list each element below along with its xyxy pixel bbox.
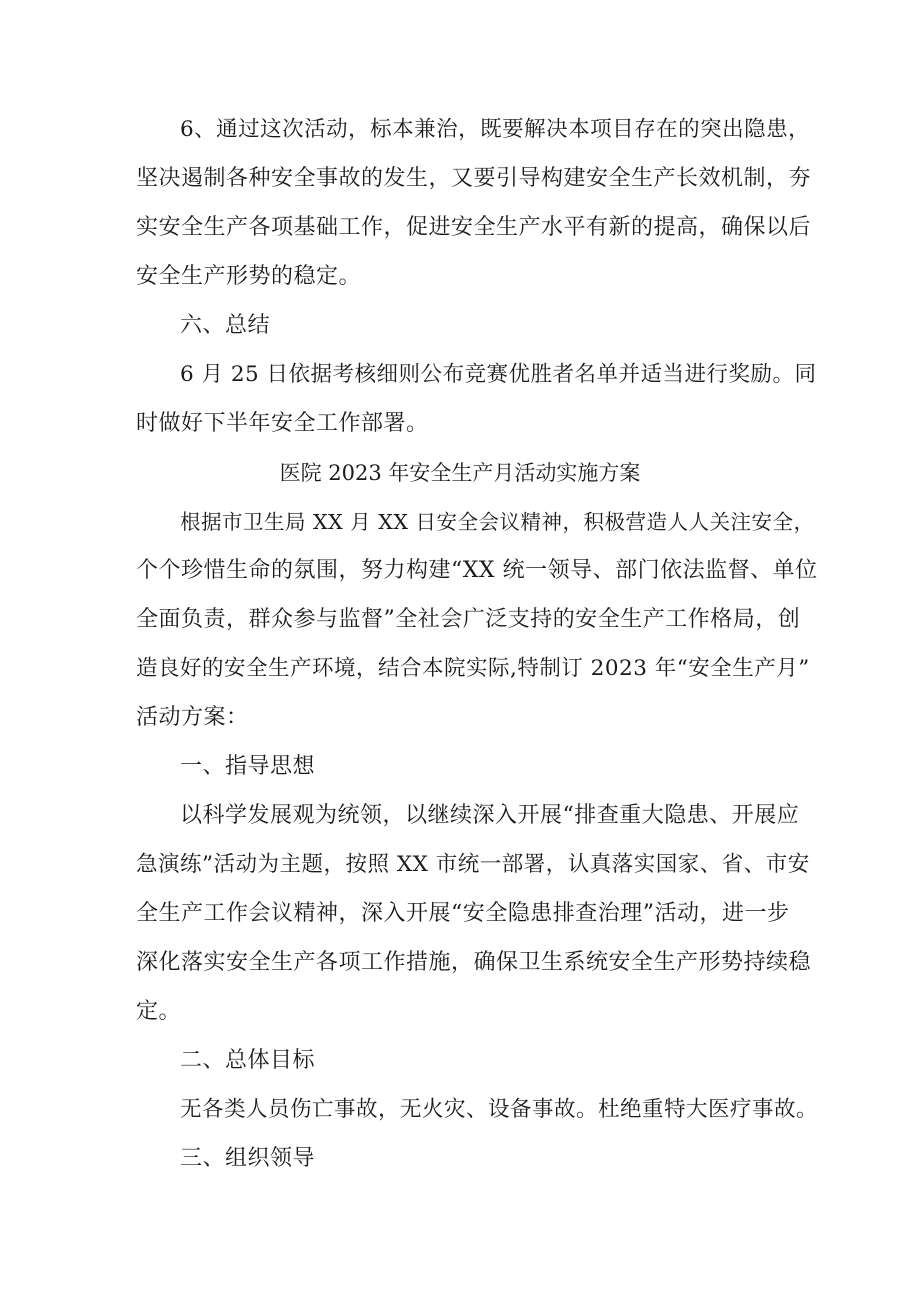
paragraph-line: 定。	[136, 999, 182, 1024]
paragraph-line: 6 月 25 日依据考核细则公布竞赛优胜者名单并适当进行奖励。同	[180, 362, 817, 387]
paragraph-line: 深化落实安全生产各项工作措施，确保卫生系统安全生产形势持续稳	[136, 950, 812, 975]
document-title: 医院 2023 年安全生产月活动实施方案	[279, 461, 641, 485]
paragraph-line: 时做好下半年安全工作部署。	[136, 411, 429, 436]
paragraph-line: 造良好的安全生产环境，结合本院实际,特制订 2023 年“安全生产月”	[136, 656, 810, 681]
paragraph-line: 安全生产形势的稳定。	[136, 264, 362, 289]
section-heading: 二、总体目标	[180, 1048, 316, 1073]
paragraph-line: 根据市卫生局 XX 月 XX 日安全会议精神，积极营造人人关注安全，	[180, 510, 815, 534]
section-heading: 一、指导思想	[180, 754, 316, 779]
paragraph-line: 活动方案：	[136, 705, 249, 730]
paragraph-line: 全生产工作会议精神，深入开展“安全隐患排查治理”活动，进一步	[136, 901, 790, 926]
paragraph-line: 全面负责，群众参与监督”全社会广泛支持的安全生产工作格局，创	[136, 607, 801, 632]
section-heading: 六、总结	[180, 313, 271, 338]
paragraph-line: 实安全生产各项基础工作，促进安全生产水平有新的提高，确保以后	[136, 215, 812, 240]
paragraph-line: 6、通过这次活动，标本兼治，既要解决本项目存在的突出隐患，	[180, 117, 811, 142]
paragraph-line: 急演练”活动为主题，按照 XX 市统一部署，认真落实国家、省、市安	[136, 852, 810, 877]
section-heading: 三、组织领导	[180, 1146, 316, 1171]
paragraph-line: 以科学发展观为统领，以继续深入开展“排查重大隐患、开展应	[180, 803, 800, 828]
paragraph-line: 无各类人员伤亡事故，无火灾、设备事故。杜绝重特大医疗事故。	[180, 1097, 819, 1122]
paragraph-line: 坚决遏制各种安全事故的发生，又要引导构建安全生产长效机制，夯	[136, 166, 812, 191]
paragraph-line: 个个珍惜生命的氛围，努力构建“XX 统一领导、部门依法监督、单位	[136, 558, 818, 583]
